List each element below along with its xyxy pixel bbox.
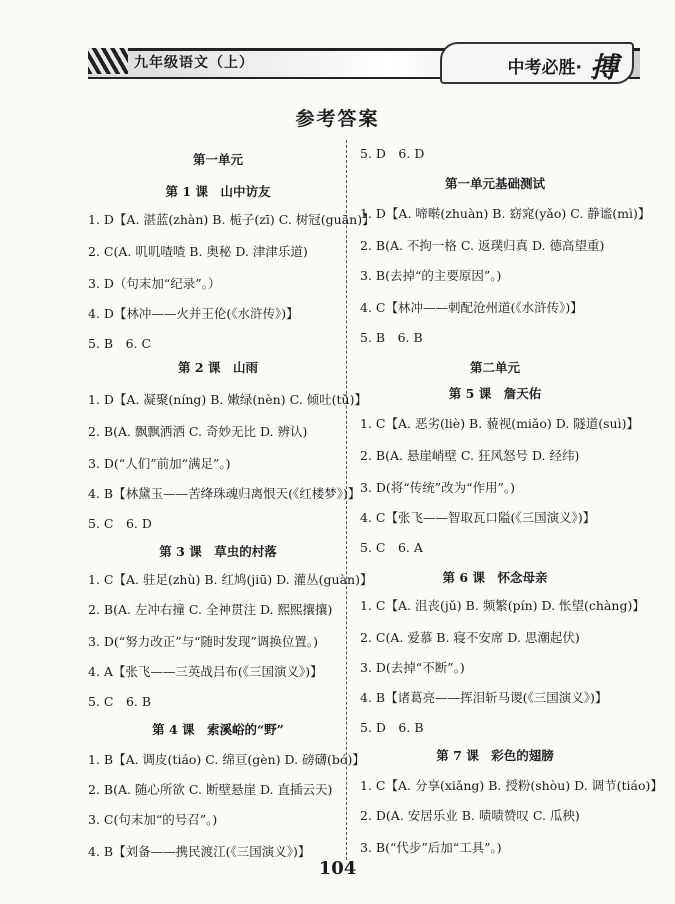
book-title: 九年级语文（上） — [134, 55, 254, 71]
answer-line: 2. B(A. 飘飘洒洒 C. 奇妙无比 D. 辨认) — [88, 424, 308, 439]
answer-line: 4. A【张飞——三英战吕布(《三国演义》)】 — [88, 664, 323, 679]
answer-line: 5. C 6. D — [88, 516, 152, 531]
answer-line: 2. C(A. 叽叽喳喳 B. 奥秘 D. 津津乐道) — [88, 244, 308, 259]
answer-line: 5. B 6. C — [88, 336, 152, 351]
answer-line: 2. D(A. 安居乐业 B. 啧啧赞叹 C. 瓜秧) — [360, 808, 580, 823]
section-heading: 第 2 课 山雨 — [178, 360, 258, 375]
answer-line: 5. D 6. D — [360, 146, 425, 161]
answer-line: 2. B(A. 随心所欲 C. 断壁悬崖 D. 直插云天) — [88, 782, 333, 797]
answer-line: 3. D(去掉“不断”。) — [360, 660, 465, 675]
series-name: 中考必胜· — [507, 58, 582, 78]
answer-line: 5. C 6. B — [88, 694, 152, 709]
answer-line: 3. D（句末加“纪录”。） — [88, 276, 221, 291]
answer-line: 1. C【A. 恶劣(liè) B. 藐视(miǎo) D. 隧道(suì)】 — [360, 416, 639, 431]
answer-line: 5. C 6. A — [360, 540, 423, 555]
section-heading: 第一单元基础测试 — [444, 176, 545, 191]
answer-line: 1. D【A. 啼啭(zhuàn) B. 窈窕(yǎo) C. 静谧(mì)】 — [360, 206, 651, 221]
page-header — [88, 40, 640, 84]
section-heading: 第一单元 — [192, 152, 243, 167]
answer-line: 1. C【A. 沮丧(jǔ) B. 频繁(pín) D. 怅望(chàng)】 — [360, 598, 645, 613]
answer-line: 4. B【林黛玉——苦绛珠魂归离恨天(《红楼梦》)】 — [88, 486, 361, 501]
answer-line: 4. B【诸葛亮——挥泪斩马谡(《三国演义》)】 — [360, 690, 608, 705]
answer-line: 3. B(“代步”后加“工具”。) — [360, 840, 502, 855]
answer-line: 1. C【A. 分享(xiǎng) B. 授粉(shòu) D. 调节(tiáo)】 — [360, 778, 663, 793]
page-number: 104 — [318, 858, 357, 879]
series-badge — [440, 42, 634, 84]
answer-line: 5. B 6. B — [360, 330, 423, 345]
answer-line: 3. C(句末加“的号召”。) — [88, 812, 218, 827]
section-heading: 第 5 课 詹天佑 — [448, 386, 542, 401]
answer-line: 2. B(A. 左冲右撞 C. 全神贯注 D. 熙熙攘攘) — [88, 602, 333, 617]
answer-line: 5. D 6. B — [360, 720, 424, 735]
answer-line: 1. C【A. 驻足(zhù) B. 红鸠(jiū) D. 灌丛(guàn)】 — [88, 572, 373, 587]
series-char: 搏 — [589, 51, 618, 84]
answer-line: 2. B(A. 不拘一格 C. 返璞归真 D. 德高望重) — [360, 238, 605, 253]
answer-line: 3. D(“人们”前加“满足”。) — [88, 456, 231, 471]
answer-line: 4. B【刘备——携民渡江(《三国演义》)】 — [88, 844, 311, 859]
answer-line: 3. D(将“传统”改为“作用”。) — [360, 480, 515, 495]
section-heading: 第 4 课 索溪峪的“野” — [152, 722, 284, 737]
answer-line: 3. D(“努力改正”与“随时发现”调换位置。) — [88, 634, 318, 649]
section-heading: 第 1 课 山中访友 — [165, 184, 271, 199]
page-title: 参考答案 — [295, 108, 380, 130]
section-heading: 第 6 课 怀念母亲 — [442, 570, 548, 585]
section-heading: 第 7 课 彩色的翅膀 — [436, 748, 554, 763]
answer-line: 4. C【林冲——刺配沧州道(《水浒传》)】 — [360, 300, 583, 315]
answer-line: 2. B(A. 悬崖峭壁 C. 狂风怒号 D. 经纬) — [360, 448, 580, 463]
section-heading: 第二单元 — [469, 360, 520, 375]
answer-line: 4. C【张飞——智取瓦口隘(《三国演义》)】 — [360, 510, 596, 525]
answer-line: 2. C(A. 爱慕 B. 寝不安席 D. 思潮起伏) — [360, 630, 580, 645]
answer-line: 1. B【A. 调皮(tiáo) C. 绵亘(gèn) D. 磅礴(bó)】 — [88, 752, 365, 767]
answer-line: 4. D【林冲——火并王伦(《水浒传》)】 — [88, 306, 299, 321]
answer-line: 3. B(去掉“的主要原因”。) — [360, 268, 502, 283]
answer-line: 1. D【A. 凝聚(níng) B. 嫩绿(nèn) C. 倾吐(tǔ)】 — [88, 392, 367, 407]
section-heading: 第 3 课 草虫的村落 — [159, 544, 277, 559]
header-stripe-decoration — [88, 48, 128, 74]
answer-line: 1. D【A. 湛蓝(zhàn) B. 栀子(zī) C. 树冠(guān)】 — [88, 212, 375, 227]
